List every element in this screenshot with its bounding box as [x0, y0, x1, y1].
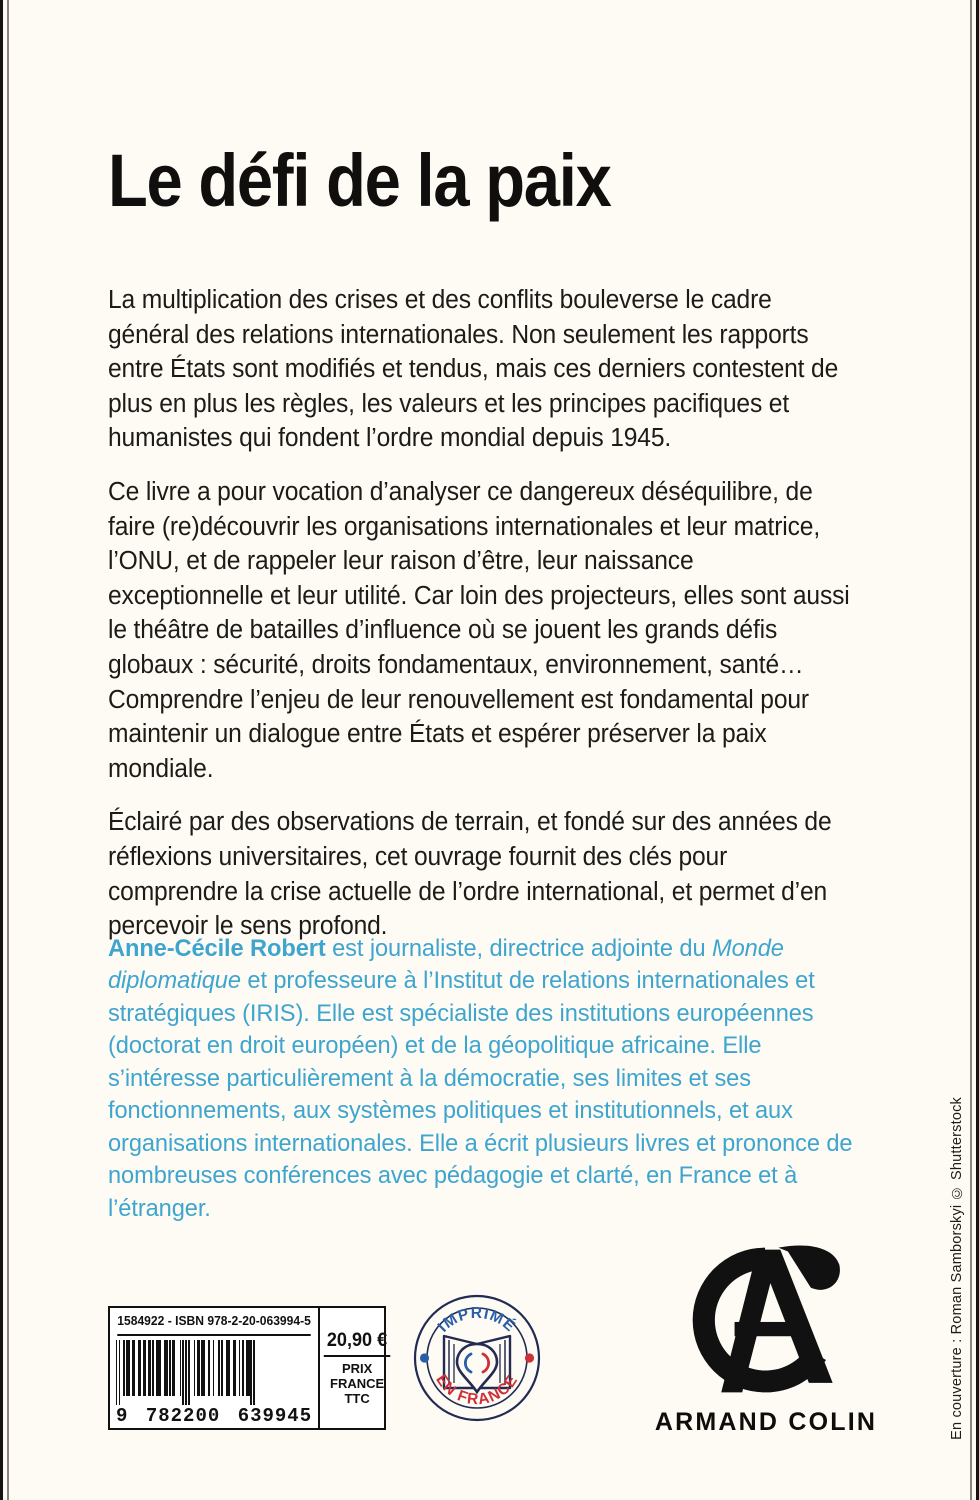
- barcode-main: [110, 1308, 320, 1428]
- seal-dot-blue: [420, 1353, 429, 1362]
- printed-in-france-seal: [411, 1292, 543, 1424]
- bio-segment-two: et professeure à l’Institut de relations internationales et stratégiques (IRIS). Elle est spécialiste des institutions européennes (doctorat en droit européen) et de la géopolitique africaine. Elle s’intéresse particulièrement à la démocratie, ses limites et ses fonctionnements, aux systèmes politiques et institutionnels, et aux organisations internationales. Elle a écrit plusieurs livres et prononce de nombreuses conférences avec pédagogie et clarté, en France et à l’étranger.: [108, 967, 853, 1222]
- author-name: Anne-Cécile Robert: [108, 934, 326, 962]
- blurb-paragraph: Éclairé par des observations de terrain, et fondé sur des années de réflexions universitaires, cet ouvrage fournit des clés pour comprendre la crise actuelle de l’ordre international, et permet d’en percevoir le sens profond.: [108, 808, 832, 941]
- seal-text-top: IMPRIMÉ: [434, 1305, 519, 1336]
- barcode-bars: [116, 1340, 312, 1396]
- isbn-line: 1584922 - ISBN 978-2-20-063994-5: [117, 1308, 311, 1336]
- ean-left-group: 782200: [145, 1405, 221, 1427]
- price-value: 20,90 €: [324, 1330, 391, 1357]
- publisher-logo: [652, 1240, 880, 1437]
- blurb-text: [108, 283, 880, 944]
- ean-lead-digit: 9: [116, 1405, 129, 1427]
- referenced-publication-title: Monde diplomatique: [108, 934, 784, 994]
- blurb-paragraph: Ce livre a pour vocation d’analyser ce dangereux déséquilibre, de faire (re)découvrir les organisations internationales et leur matrice, l’ONU, et de rappeler leur raison d’être, leur naissance exceptionnelle et leur utilité. Car loin des projecteurs, elles sont aussi le théâtre de batailles d’influence où se jouent les grands défis globaux : sécurité, droits fondamentaux, environnement, santé… Comprendre l’enjeu de leur renouvellement est fondamental pour maintenir un dialogue entre États et espérer préserver la paix mondiale.: [108, 477, 850, 783]
- book-title: Le défi de la paix: [108, 139, 611, 222]
- right-edge-rule: [970, 0, 972, 1500]
- cover-image-credit: En couverture : Roman Samborskyi © Shutterstock: [949, 1097, 965, 1440]
- blurb-paragraph: La multiplication des crises et des conflits bouleverse le cadre général des relations internationales. Non seulement les rapports entre États sont modifiés et tendus, mais ces derniers contestent de plus en plus les règles, les valeurs et les principes pacifiques et humanistes qui fondent l’ordre mondial depuis 1945.: [108, 286, 839, 453]
- location-pin-icon: [457, 1344, 497, 1392]
- bio-segment-one: est journaliste, directrice adjointe du: [325, 934, 713, 962]
- armand-colin-monogram-icon: [666, 1240, 866, 1402]
- seal-text-bottom: EN FRANCE: [432, 1371, 522, 1409]
- isbn-barcode-block: [108, 1306, 386, 1430]
- cover-footer: [108, 1240, 880, 1445]
- barcode-graphic: [110, 1336, 318, 1428]
- price-cell: [320, 1308, 394, 1428]
- seal-dot-red: [525, 1353, 534, 1362]
- price-caption: PRIX FRANCE TTC: [330, 1361, 385, 1406]
- author-biography: [108, 933, 853, 1226]
- ean-right-group: 639945: [237, 1405, 313, 1427]
- publisher-name: ARMAND COLIN: [654, 1408, 878, 1436]
- ean-digits: [114, 1405, 314, 1427]
- left-edge-rule: [7, 0, 9, 1500]
